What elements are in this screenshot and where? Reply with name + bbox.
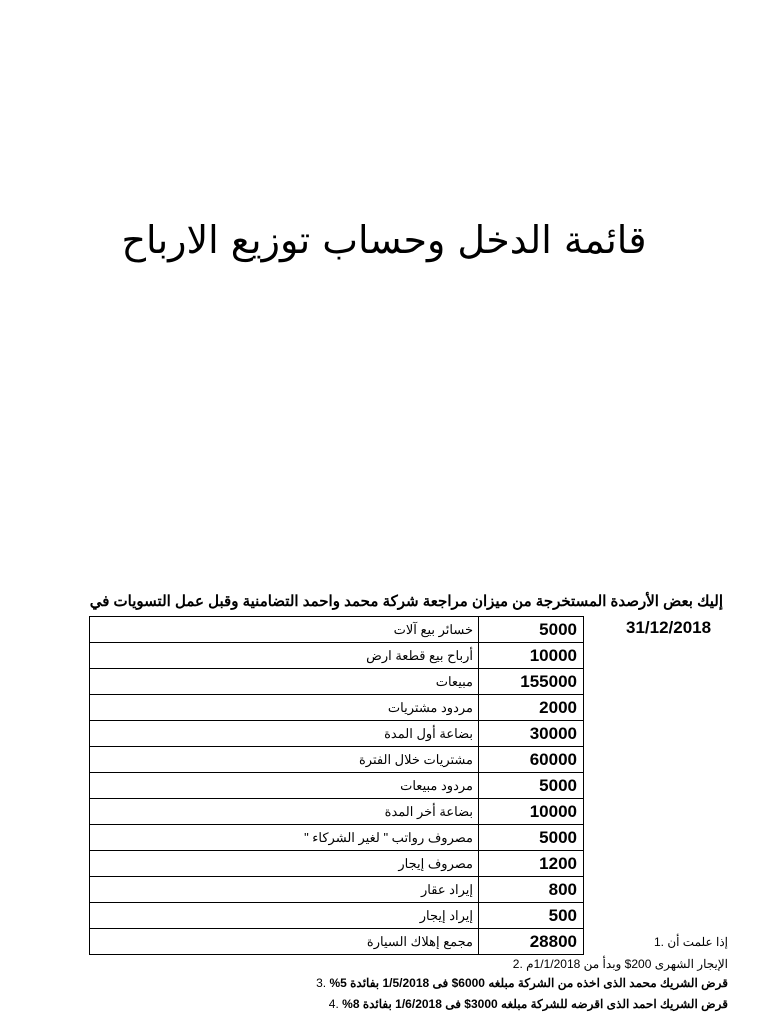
- balance-value: 1200: [479, 851, 584, 877]
- balance-value: 155000: [479, 669, 584, 695]
- balance-label: بضاعة أخر المدة: [90, 799, 479, 825]
- balance-value: 28800: [479, 929, 584, 955]
- table-row: [90, 799, 584, 825]
- table-row: [90, 643, 584, 669]
- note-item: [501, 957, 728, 971]
- balance-label: مصروف رواتب " لغير الشركاء ": [90, 825, 479, 851]
- intro-date: 31/12/2018: [626, 618, 712, 637]
- balance-label: مشتريات خلال الفترة: [90, 747, 479, 773]
- note-item: [317, 997, 728, 1011]
- table-row: [90, 851, 584, 877]
- note-text: الإيجار الشهرى 200$ وبدأ من 1/1/2018م: [526, 957, 728, 971]
- balance-label: مردود مشتريات: [90, 695, 479, 721]
- note-text: إذا علمت أن: [667, 935, 728, 949]
- balance-value: 5000: [479, 617, 584, 643]
- balance-label: مردود مبيعات: [90, 773, 479, 799]
- balance-value: 2000: [479, 695, 584, 721]
- note-item: [304, 976, 728, 990]
- table-row: [90, 617, 584, 643]
- balance-value: 5000: [479, 825, 584, 851]
- balance-label: خسائر بيع آلات: [90, 617, 479, 643]
- balance-value: 10000: [479, 799, 584, 825]
- intro-text: إليك بعض الأرصدة المستخرجة من ميزان مراجعة شركة محمد واحمد التضامنية وقبل عمل التسويات في: [89, 593, 723, 610]
- balance-value: 10000: [479, 643, 584, 669]
- table-row: [90, 877, 584, 903]
- table-row: [90, 929, 584, 955]
- balance-value: 800: [479, 877, 584, 903]
- balance-label: مبيعات: [90, 669, 479, 695]
- balance-label: أرباح بيع قطعة ارض: [90, 643, 479, 669]
- note-item: [642, 935, 728, 949]
- note-text: قرض الشريك محمد الذى اخذه من الشركة مبلغه 6000$ فى 1/5/2018 بفائدة 5%: [329, 976, 728, 990]
- table-row: [90, 669, 584, 695]
- balance-label: مجمع إهلاك السيارة: [90, 929, 479, 955]
- note-number: .3: [316, 976, 327, 990]
- note-number: .1: [653, 935, 664, 949]
- table-row: [90, 695, 584, 721]
- table-row: [90, 903, 584, 929]
- balance-label: بضاعة أول المدة: [90, 721, 479, 747]
- balance-label: إيراد إيجار: [90, 903, 479, 929]
- balance-label: إيراد عقار: [90, 877, 479, 903]
- table-row: [90, 825, 584, 851]
- balance-label: مصروف إيجار: [90, 851, 479, 877]
- balance-value: 500: [479, 903, 584, 929]
- table-row: [90, 721, 584, 747]
- table-row: [90, 747, 584, 773]
- balance-value: 5000: [479, 773, 584, 799]
- note-number: .2: [512, 957, 523, 971]
- balance-value: 60000: [479, 747, 584, 773]
- table-row: [90, 773, 584, 799]
- page-title: قائمة الدخل وحساب توزيع الارباح: [121, 218, 647, 262]
- balances-table: [89, 616, 584, 955]
- note-text: قرض الشريك احمد الذى اقرضه للشركة مبلغه 3000$ فى 1/6/2018 بفائدة 8%: [342, 997, 728, 1011]
- balance-value: 30000: [479, 721, 584, 747]
- note-number: .4: [328, 997, 339, 1011]
